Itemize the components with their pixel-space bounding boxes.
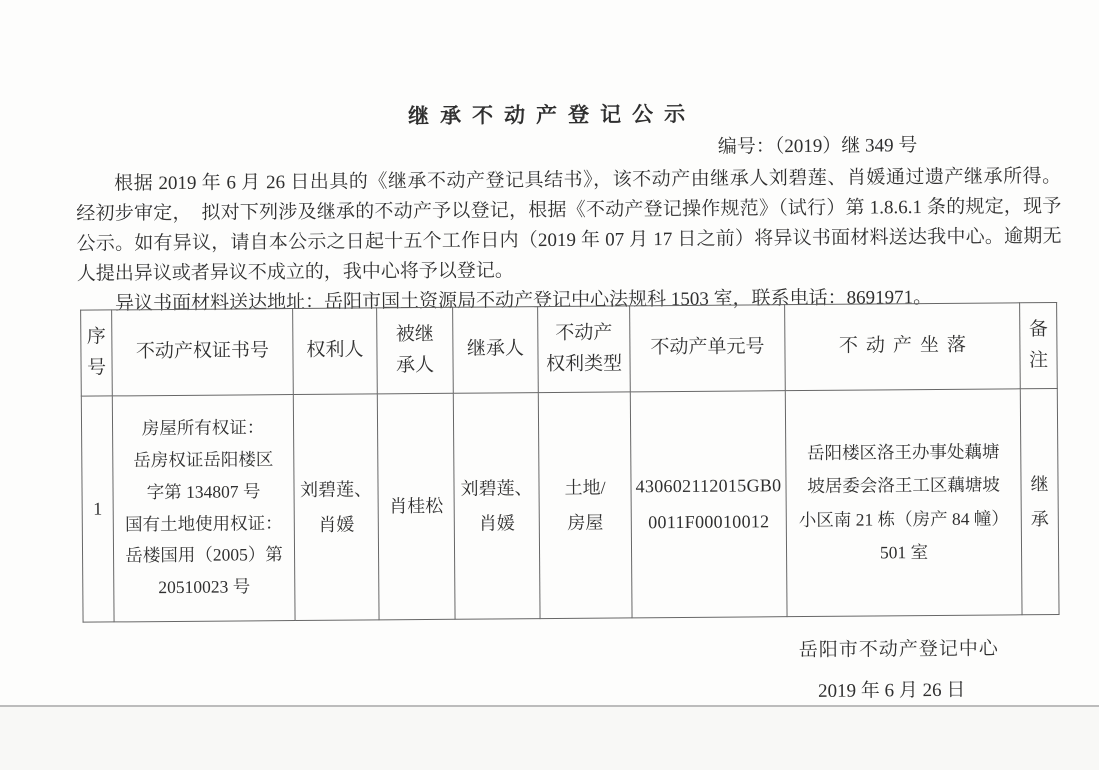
cell-seq: 1 [81, 396, 114, 622]
footer-organization: 岳阳市不动产登记中心 [798, 638, 999, 662]
table-row [81, 389, 1059, 623]
notice-line: 经初步审定， 拟对下列涉及继承的不动产予以登记，根据《不动产登记操作规范》（试行）第 1.8.6.1 条的规定，现予 [76, 195, 1062, 225]
col-header-decedent: 被继 承人 [377, 307, 454, 394]
table-header-row [81, 303, 1058, 397]
cell-unit-no: 430602112015GB0 0011F00010012 [630, 391, 787, 618]
col-header-certificate-no: 不动产权证书号 [112, 309, 294, 396]
page-title: 继承不动产登记公示 [408, 101, 697, 129]
cell-remark: 继承 [1020, 389, 1059, 615]
scan-bottom-margin [0, 707, 1099, 770]
notice-line: 人提出异议或者异议不成立的，我中心将予以登记。 [76, 260, 514, 285]
footer-date: 2019 年 6 月 26 日 [818, 679, 966, 702]
doc-number: 编号：（2019）继 349 号 [717, 135, 918, 158]
cell-right-type: 土地/ 房屋 [538, 392, 632, 619]
col-header-right-holder: 权利人 [293, 308, 378, 395]
cell-right-holder: 刘碧莲、 肖媛 [293, 394, 379, 621]
col-header-remark: 备 注 [1020, 303, 1058, 389]
notice-line: 异议书面材料送达地址：岳阳市国土资源局不动产登记中心法规科 1503 室，联系电话：8691971。 [114, 286, 933, 315]
col-header-seq: 序 号 [81, 310, 113, 396]
notice-body [76, 162, 1062, 320]
col-header-location: 不动产坐落 [785, 303, 1021, 391]
notice-line: 公示。如有异议，请自本公示之日起十五个工作日内（2019 年 07 月 17 日之前）将异议书面材料送达我中心。逾期无 [76, 225, 1062, 255]
cell-heir: 刘碧莲、 肖媛 [453, 393, 540, 620]
col-header-right-type: 不动产 权利类型 [538, 306, 631, 393]
col-header-heir: 继承人 [453, 307, 539, 394]
cell-location: 岳阳楼区洛王办事处藕塘 坡居委会洛王工区藕塘坡 小区南 21 栋（房产 84 幢） 501 室 [785, 389, 1022, 617]
col-header-unit-no: 不动产单元号 [630, 305, 786, 392]
cell-certificate-no: 房屋所有权证： 岳房权证岳阳楼区 字第 134807 号 国有土地使用权证： 岳楼国用（2005）第 20510023 号 [112, 395, 295, 622]
property-registration-table [80, 302, 1059, 623]
notice-line: 根据 2019 年 6 月 26 日出具的《继承不动产登记具结书》，该不动产由继承人刘碧莲、肖媛通过遗产继承所得。 [114, 165, 1062, 195]
cell-decedent: 肖桂松 [377, 393, 455, 620]
